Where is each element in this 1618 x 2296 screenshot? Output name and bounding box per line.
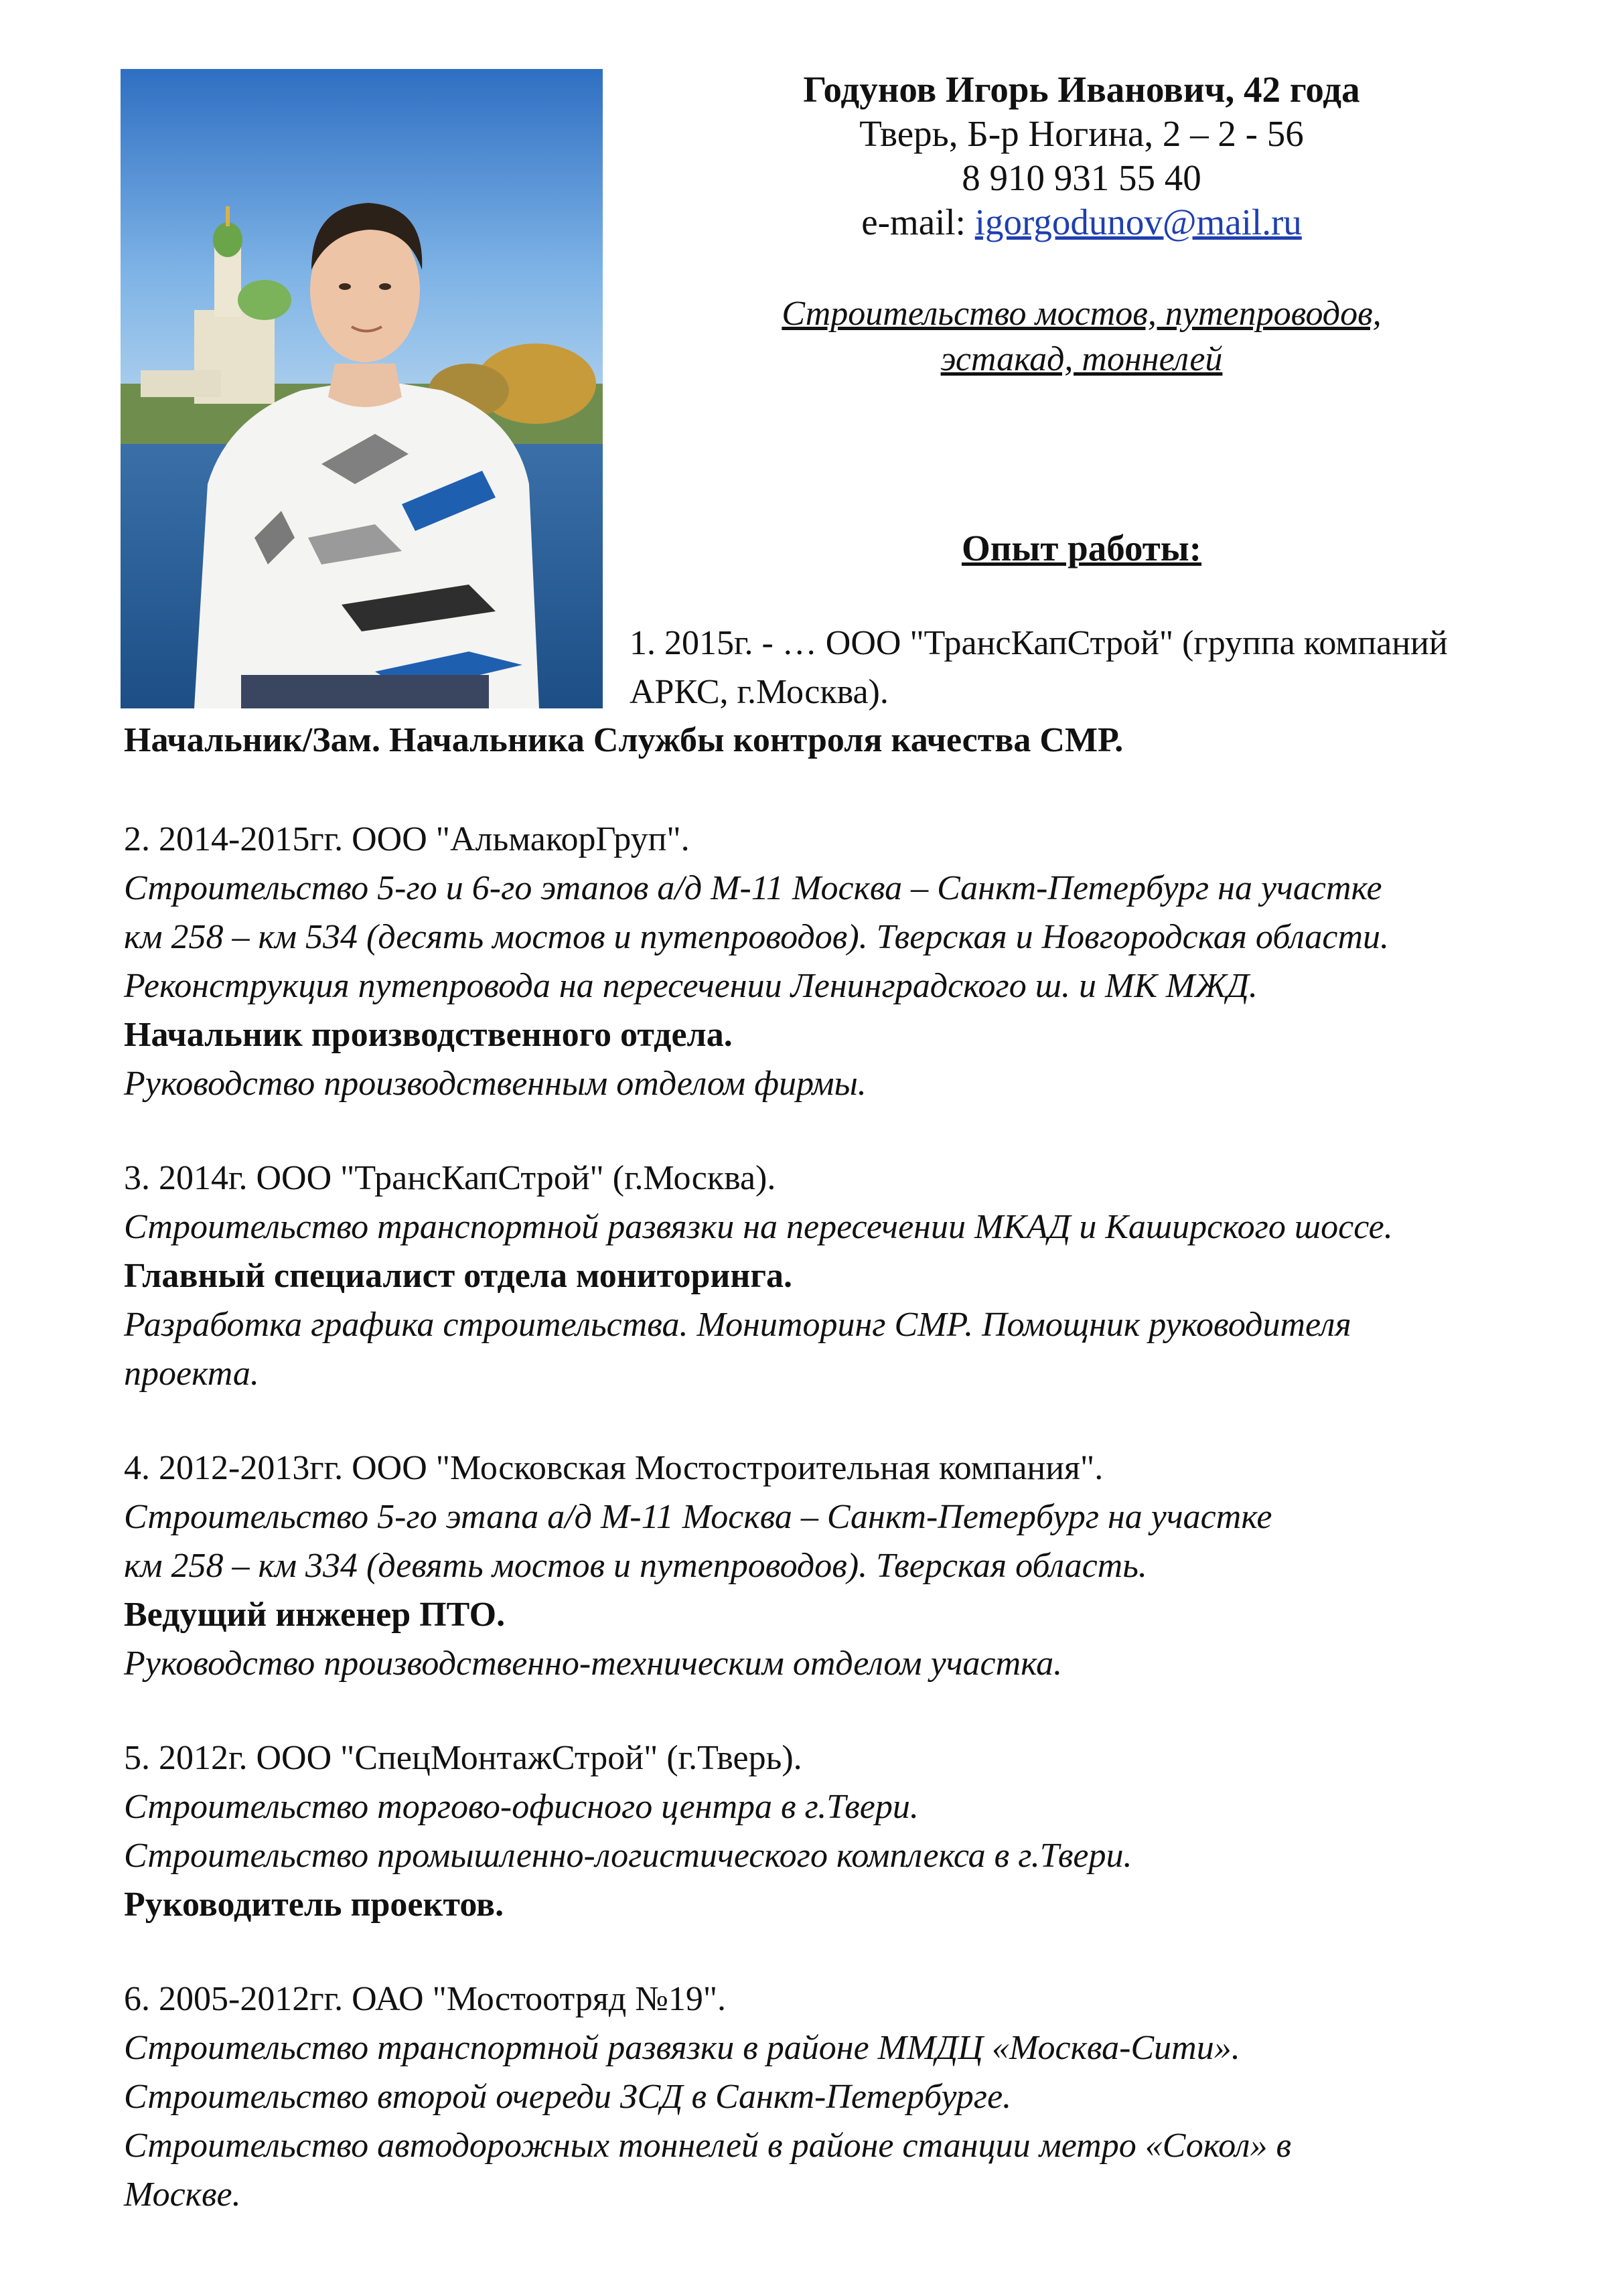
specialty-line-1: Строительство мостов, путепроводов, — [782, 295, 1382, 333]
candidate-address: Тверь, Б-р Ногина, 2 – 2 - 56 — [859, 113, 1304, 154]
job-4-position: Ведущий инженер ПТО. — [124, 1596, 506, 1634]
job-6-desc-1: Строительство транспортной развязки в районе ММДЦ «Москва-Сити». — [124, 2029, 1240, 2067]
job-3-header: 3. 2014г. ООО "ТрансКапСтрой" (г.Москва). — [124, 1159, 776, 1197]
portrait-photo — [121, 69, 603, 708]
job-1-header-line-2: АРКС, г.Москва). — [630, 673, 889, 711]
job-4-desc-2: км 258 – км 334 (девять мостов и путепроводов). Тверская область. — [124, 1547, 1147, 1585]
job-5-position: Руководитель проектов. — [124, 1886, 504, 1924]
job-6-header: 6. 2005-2012гг. ОАО "Мостоотряд №19". — [124, 1980, 727, 2018]
job-5-desc-1: Строительство торгово-офисного центра в г.Твери. — [124, 1788, 919, 1826]
job-4-header: 4. 2012-2013гг. ООО "Московская Мостостроительная компания". — [124, 1449, 1104, 1487]
specialty-line-2: эстакад, тоннелей — [940, 340, 1223, 378]
email-label: e-mail: — [861, 202, 975, 242]
job-1-header-line-1: 1. 2015г. - … ООО "ТрансКапСтрой" (группа компаний — [630, 624, 1448, 662]
email-link[interactable]: igorgodunov@mail.ru — [974, 202, 1302, 242]
job-2-duty-1: Руководство производственным отделом фирмы. — [124, 1065, 867, 1103]
job-5-desc-2: Строительство промышленно-логистического комплекса в г.Твери. — [124, 1837, 1132, 1875]
job-2-desc-2: км 258 – км 534 (десять мостов и путепроводов). Тверская и Новгородская области. — [124, 918, 1390, 956]
job-2-header: 2. 2014-2015гг. ООО "АльмакорГруп". — [124, 820, 690, 858]
job-3-position: Главный специалист отдела мониторинга. — [124, 1257, 792, 1295]
job-1-position: Начальник/Зам. Начальника Службы контроля качества СМР. — [124, 721, 1124, 759]
job-2-position: Начальник производственного отдела. — [124, 1016, 733, 1054]
job-6-desc-2: Строительство второй очереди ЗСД в Санкт-Петербурге. — [124, 2078, 1012, 2116]
job-4-desc-1: Строительство 5-го этапа а/д М-11 Москва – Санкт-Петербург на участке — [124, 1498, 1272, 1536]
candidate-name: Годунов Игорь Иванович, 42 года — [803, 69, 1360, 110]
candidate-phone: 8 910 931 55 40 — [962, 157, 1201, 198]
job-4-duty-1: Руководство производственно-техническим отделом участка. — [124, 1644, 1063, 1683]
job-3-duty-1: Разработка графика строительства. Мониторинг СМР. Помощник руководителя — [124, 1306, 1351, 1344]
candidate-email-line — [696, 200, 1467, 244]
job-6-desc-4: Москве. — [124, 2175, 241, 2214]
job-3-desc-1: Строительство транспортной развязки на пересечении МКАД и Каширского шоссе. — [124, 1208, 1393, 1246]
job-2-desc-1: Строительство 5-го и 6-го этапов а/д М-11 Москва – Санкт-Петербург на участке — [124, 869, 1382, 907]
job-2-desc-3: Реконструкция путепровода на пересечении Ленинградского ш. и МК МЖД. — [124, 967, 1258, 1005]
job-6-desc-3: Строительство автодорожных тоннелей в районе станции метро «Сокол» в — [124, 2127, 1292, 2165]
experience-heading: Опыт работы: — [961, 528, 1202, 568]
job-5-header: 5. 2012г. ООО "СпецМонтажСтрой" (г.Тверь). — [124, 1739, 802, 1777]
job-3-duty-2: проекта. — [124, 1355, 259, 1393]
